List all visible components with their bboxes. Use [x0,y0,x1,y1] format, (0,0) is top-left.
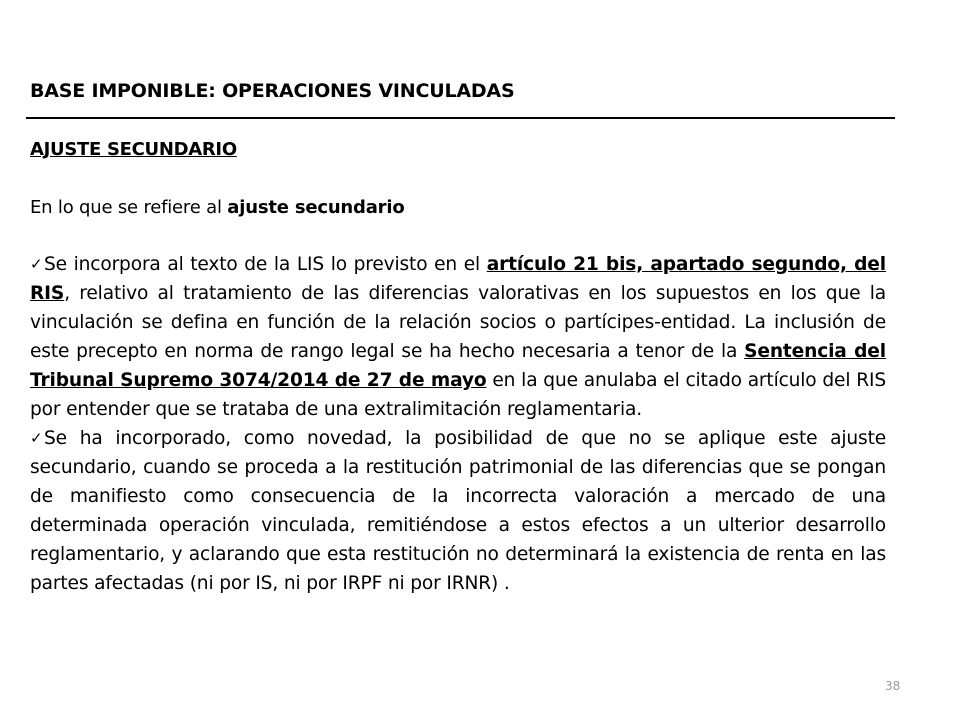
bullet-item [30,424,886,598]
bullet-item [30,250,886,424]
page-number: 38 [885,679,901,693]
intro-bold-term: ajuste secundario [227,197,405,218]
legal-reference-link: artículo 21 bis, apartado segundo, del RIS [30,254,886,304]
legal-reference-link: Sentencia del Tribunal Supremo 3074/2014 de 27 de mayo [30,341,886,391]
section-subtitle: AJUSTE SECUNDARIO [30,139,237,160]
bullet-text: , relativo al tratamiento de las diferencias valorativas en los supuestos en los que la vinculación se defina en función de la relación socios o partícipes-entidad. La inclusión de este precepto en norma de rango legal se ha hecho necesaria a tenor de la [30,283,886,362]
bullet-text: en la que anulaba el citado artículo del RIS por entender que se trataba de una extralimitación reglamentaria. [30,370,886,420]
intro-paragraph [30,197,405,218]
checkmark-icon: ✓ [30,429,43,447]
checkmark-icon: ✓ [30,255,43,273]
bullet-text: Se ha incorporado, como novedad, la posibilidad de que no se aplique este ajuste secundario, cuando se proceda a la restitución patrimonial de las diferencias que se pongan de manifiesto como consecuencia de la incorrecta valoración a mercado de una determinada operación vinculada, remitiéndose a estos efectos a un ulterior desarrollo reglamentario, y aclarando que esta restitución no determinará la existencia de renta en las partes afectadas (ni por IS, ni por IRPF ni por IRNR) . [30,428,886,594]
title-divider [26,117,895,119]
intro-text: En lo que se refiere al [30,197,228,218]
bullet-text: Se incorpora al texto de la LIS lo previsto en el [44,254,487,275]
bullet-list [30,250,886,598]
slide-title: BASE IMPONIBLE: OPERACIONES VINCULADAS [30,80,515,102]
